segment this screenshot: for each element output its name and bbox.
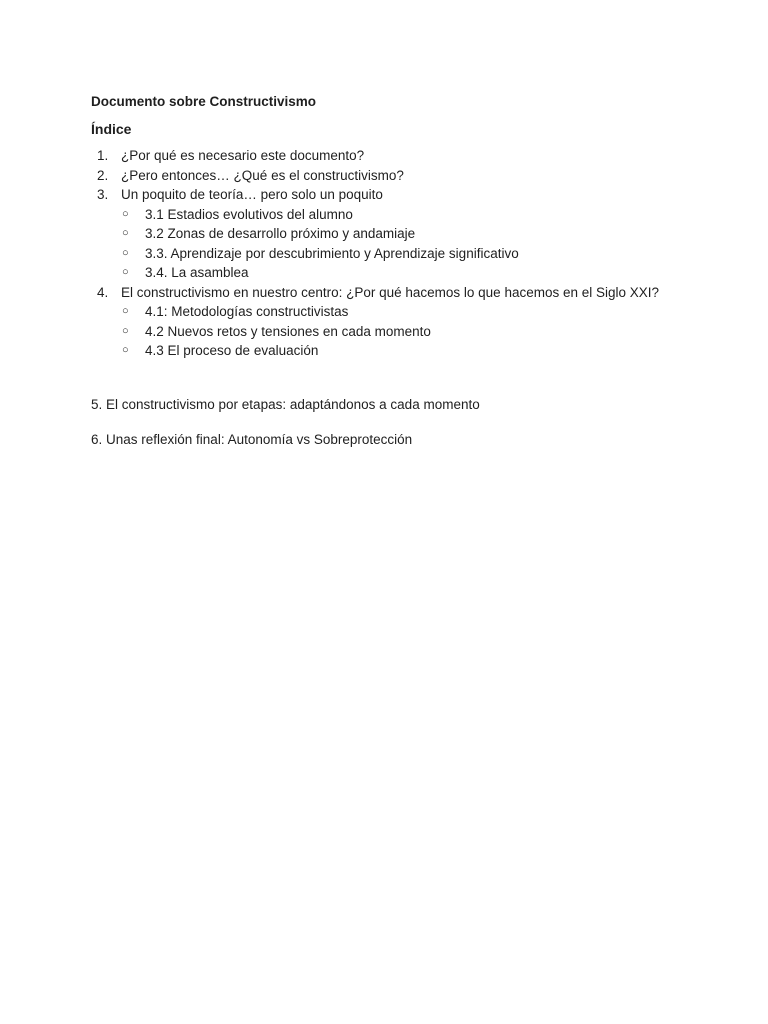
toc-item-number: 2. [97, 167, 109, 183]
toc-item-text: El constructivismo en nuestro centro: ¿Por qué hacemos lo que hacemos en el Siglo XXI? [121, 284, 660, 300]
toc-subitem-text: 3.4. La asamblea [145, 265, 249, 280]
toc-item-text: ¿Pero entonces… ¿Qué es el constructivismo? [121, 167, 404, 183]
document-title: Documento sobre Constructivismo [91, 94, 317, 109]
circle-bullet-icon: ○ [122, 266, 129, 278]
table-of-contents [91, 146, 731, 361]
toc-item-number: 3. [97, 187, 109, 202]
circle-bullet-icon: ○ [122, 324, 129, 337]
circle-bullet-icon: ○ [122, 207, 129, 220]
toc-subitem [91, 224, 731, 244]
toc-item-text: ¿Por qué es necesario este documento? [121, 148, 365, 163]
toc-subitem-text: 3.3. Aprendizaje por descubrimiento y Aprendizaje significativo [145, 245, 519, 261]
toc-subitem [91, 302, 731, 322]
circle-bullet-icon: ○ [122, 246, 129, 259]
toc-subitem [91, 205, 731, 225]
toc-subitem-text: 3.2 Zonas de desarrollo próximo y andamiaje [145, 226, 416, 241]
toc-item-number: 1. [97, 148, 109, 163]
toc-item [91, 146, 731, 166]
section-5-line: 5. El constructivismo por etapas: adaptándonos a cada momento [91, 397, 480, 412]
toc-item [91, 166, 731, 186]
index-heading: Índice [91, 121, 132, 137]
circle-bullet-icon: ○ [122, 305, 129, 317]
circle-bullet-icon: ○ [122, 344, 129, 356]
toc-subitem-text: 4.2 Nuevos retos y tensiones en cada momento [145, 323, 431, 339]
toc-subitem-text: 4.1: Metodologías constructivistas [145, 304, 349, 319]
toc-subitem-text: 3.1 Estadios evolutivos del alumno [145, 206, 353, 222]
toc-subitem [91, 244, 731, 264]
toc-item [91, 283, 731, 303]
toc-subitem [91, 322, 731, 342]
toc-item-text: Un poquito de teoría… pero solo un poquito [121, 187, 383, 202]
toc-item [91, 185, 731, 205]
toc-subitem [91, 263, 731, 283]
section-6-line: 6. Unas reflexión final: Autonomía vs Sobreprotección [91, 432, 413, 447]
toc-subitem-text: 4.3 El proceso de evaluación [145, 343, 319, 358]
circle-bullet-icon: ○ [122, 227, 129, 239]
toc-item-number: 4. [97, 284, 109, 300]
toc-subitem [91, 341, 731, 361]
